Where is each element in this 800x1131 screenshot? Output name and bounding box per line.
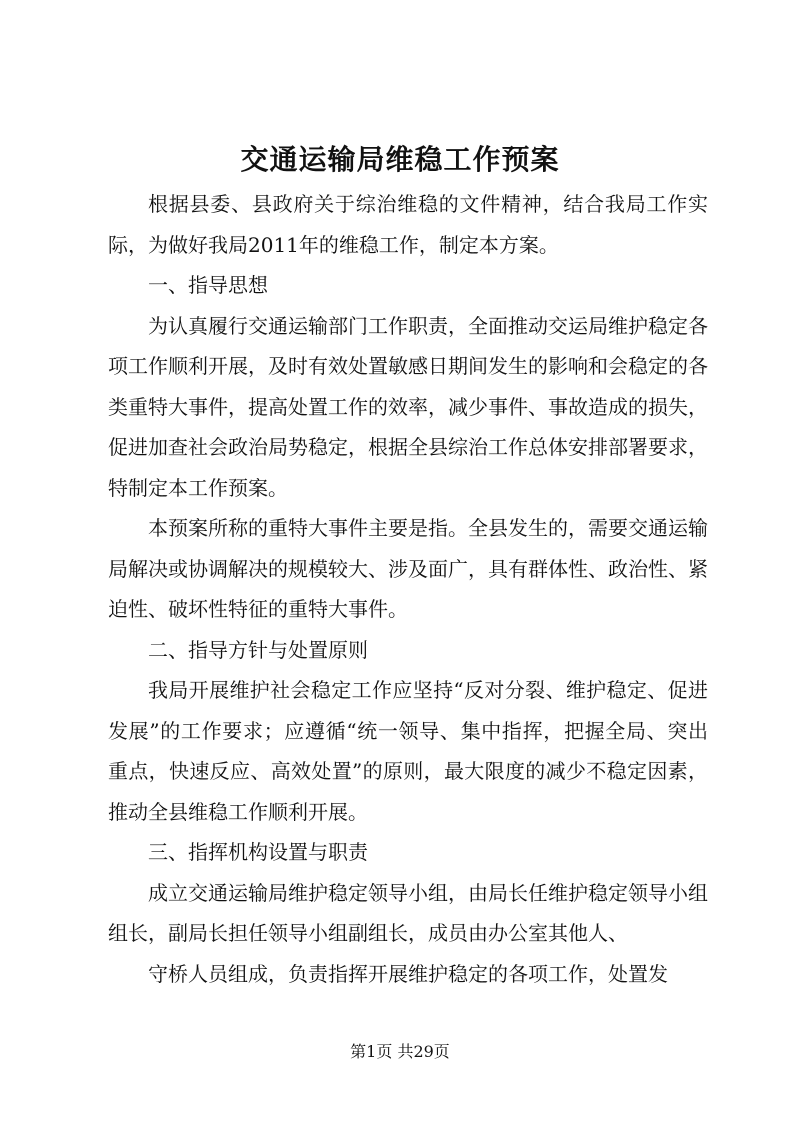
section-heading-2: 二、指导方针与处置原则 [148,637,368,662]
document-title: 交通运输局维稳工作预案 [240,143,560,176]
paragraph-continuation: 守桥人员组成，负责指挥开展维护稳定的各项工作，处置发 [148,961,668,986]
paragraph-intro: 根据县委、县政府关于综治维稳的文件精神，结合我局工作实际，为做好我局2011年的维稳工作，制定本方案。 [108,192,708,257]
page-number-footer: 第1页 共29页 [350,1042,450,1061]
section-heading-3: 三、指挥机构设置与职责 [148,840,368,864]
document-body [108,184,708,994]
section-heading-1: 一、指导思想 [148,273,268,297]
paragraph-guiding-thought: 为认真履行交通运输部门工作职责，全面推动交运局维护稳定各项工作顺利开展，及时有效处置敏感日期间发生的影响和会稳定的各类重特大事件，提高处置工作的效率，减少事件、事故造成的损失，促进加查社会政治局势稳定，根据全县综治工作总体安排部署要求，特制定本工作预案。 [108,313,708,500]
paragraph-principles: 我局开展维护社会稳定工作应坚持“反对分裂、维护稳定、促进发展”的工作要求；应遵循“统一领导、集中指挥，把握全局、突出重点，快速反应、高效处置”的原则，最大限度的减少不稳定因素，推动全县维稳工作顺利开展。 [108,678,708,824]
paragraph-leadership-group: 成立交通运输局维护稳定领导小组，由局长任维护稳定领导小组组长，副局长担任领导小组副组长，成员由办公室其他人、 [108,880,708,945]
paragraph-definition: 本预案所称的重特大事件主要是指。全县发生的，需要交通运输局解决或协调解决的规模较大、涉及面广，具有群体性、政治性、紧迫性、破坏性特征的重特大事件。 [108,516,708,621]
